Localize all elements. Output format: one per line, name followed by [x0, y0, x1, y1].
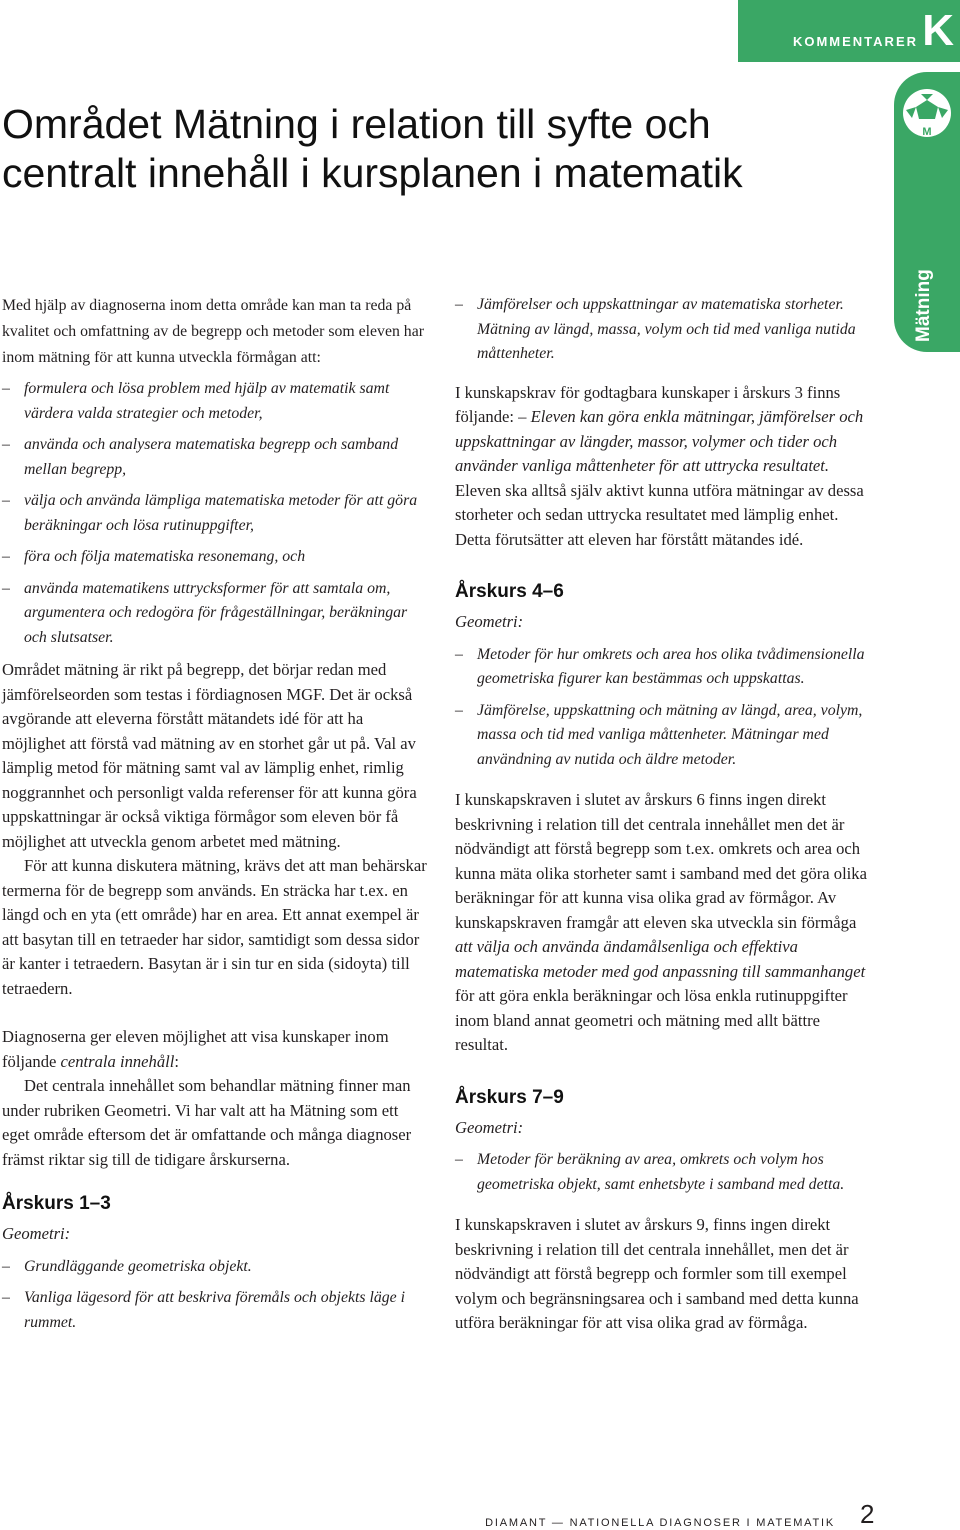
page-title: Området Mätning i relation till syfte och centralt innehåll i kursplanen i matematik — [2, 101, 743, 196]
geometry-subheading: Geometri: — [2, 1224, 71, 1243]
football-icon — [900, 86, 954, 140]
page-number: 2 — [860, 1499, 875, 1529]
content-list — [455, 293, 875, 367]
content-list — [2, 1255, 427, 1336]
geometry-subheading: Geometri: — [455, 1117, 524, 1137]
footer-text: DIAMANT — NATIONELLA DIAGNOSER I MATEMATIK — [485, 1517, 835, 1529]
list-item: – använda och analysera matematiska begrepp och samband mellan begrepp, — [2, 433, 427, 482]
geometry-subheading: Geometri: — [455, 612, 524, 631]
section-label: Mätning — [913, 269, 934, 342]
body-paragraph: I kunskapskraven i slutet av årskurs 9, finns ingen direkt beskrivning i relation till det centrala innehållet, men det är nödvändigt att förstå begrepp och formler som till exempel volym och begränsningsarea och i samband med detta kunna utföra beräkningar för att visa olika grad av förmåga. — [455, 1215, 859, 1332]
body-paragraph: Området mätning är rikt på begrepp, det börjar redan med jämförelseorden som testas i fördiagnosen MGF. Det är också avgörande att eleverna förstått mätandets idé för att ha möjlighet att förstå vad mätning av en storhet går ut på. Val av lämplig metod för mätning samt val av lämplig enhet, rimlig noggrannhet och personligt valda referenser för att kunna göra uppskattningar är också viktiga förmågor som eleven bör få möjlighet att utveckla genom arbetet med mätning. — [2, 660, 417, 851]
body-paragraph: I kunskapskraven i slutet av årskurs 6 finns ingen direkt beskrivning i relation till det centrala innehållet men det är nödvändigt att förstå begrepp som t.ex. omkrets och area och kunna mäta olika storheter samt i samband med det göra olika beräkningar för att kunna visa olika grad av förmågor. Av kunskapskraven framgår att eleven ska utveckla sin förmåga att välja och använda ändamålsenliga och effektiva matematiska metoder med god anpassning till sammanhanget för att göra enkla beräkningar och lösa enkla rutinuppgifter inom bland annat geometri och mätning med allt bättre resultat. — [455, 790, 867, 1054]
body-paragraph: För att kunna diskutera mätning, krävs det att man behärskar termerna för de begrepp som används. En sträcka har t.ex. en längd och en yta (ett område) har en area. Ett annat exempel är att basytan till en tetraeder har sidor, samtidigt som dessa sidor är kanter i tetraedern. Basytan är i sin tur en sida (sidoyta) till tetraedern. — [2, 856, 427, 998]
section-side-tab — [894, 72, 960, 352]
list-item: – Metoder för hur omkrets och area hos olika tvådimensionella geometriska figurer kan bestämmas och uppskattas. — [455, 643, 875, 692]
list-item: – föra och följa matematiska resonemang, och — [2, 545, 427, 570]
kommentarer-letter: K — [922, 6, 954, 55]
left-column — [2, 293, 427, 1342]
content-list — [455, 643, 875, 773]
list-item: – formulera och lösa problem med hjälp av matematik samt värdera valda strategier och metoder, — [2, 377, 427, 426]
list-item: – använda matematikens uttrycksformer för att samtala om, argumentera och redogöra för frågeställningar, beräkningar och slutsatser. — [2, 577, 427, 651]
grade-heading: Årskurs 4–6 — [455, 581, 564, 602]
kommentarer-label: KOMMENTARER — [792, 34, 918, 49]
abilities-list — [2, 377, 427, 650]
list-item: – Vanliga lägesord för att beskriva föremåls och objekts läge i rummet. — [2, 1286, 427, 1335]
list-item: – Jämförelser och uppskattningar av matematiska storheter. Mätning av längd, massa, volym och tid med vanliga nutida måttenheter. — [455, 293, 875, 367]
list-item: – Metoder för beräkning av area, omkrets och volym hos geometriska objekt, samt enhetsbyte i samband med detta. — [455, 1148, 875, 1197]
body-paragraph: Det centrala innehållet som behandlar mätning finner man under rubriken Geometri. Vi har valt att ha Mätning som ett eget område eftersom det är omfattande och många diagnoser främst riktar sig till de tidigare årskurserna. — [2, 1076, 412, 1169]
grade-heading: Årskurs 1–3 — [2, 1193, 111, 1214]
list-item: – Grundläggande geometriska objekt. — [2, 1255, 427, 1280]
right-column — [455, 293, 875, 1336]
content-list — [455, 1148, 875, 1197]
side-icon-letter: M — [922, 126, 932, 138]
list-item: – välja och använda lämpliga matematiska metoder för att göra beräkningar och lösa rutinuppgifter, — [2, 489, 427, 538]
body-paragraph: Diagnoserna ger eleven möjlighet att visa kunskaper inom följande centrala innehåll: — [2, 1027, 389, 1071]
body-paragraph: I kunskapskrav för godtagbara kunskaper i årskurs 3 finns följande: – Eleven kan göra enkla mätningar, jämförelser och uppskattningar av längder, massor, volymer och tider och använder vanliga måttenheter för att uttrycka resultatet. Eleven ska alltså själv aktivt kunna utföra mätningar av dessa storheter och sedan uttrycka resultatet med lämplig enhet. Detta förutsätter att eleven har förstått mätandes idé. — [455, 382, 864, 549]
list-item: – Jämförelse, uppskattning och mätning av längd, area, volym, massa och tid med vanliga måttenheter. Mätningar med användning av nutida och äldre metoder. — [455, 699, 875, 773]
intro-paragraph: Med hjälp av diagnoserna inom detta område kan man ta reda på kvalitet och omfattning av de begrepp och metoder som eleven har inom mätning för att kunna utveckla förmågan att: — [2, 297, 424, 366]
grade-heading: Årskurs 7–9 — [455, 1086, 564, 1108]
kommentarer-tab — [738, 0, 960, 62]
